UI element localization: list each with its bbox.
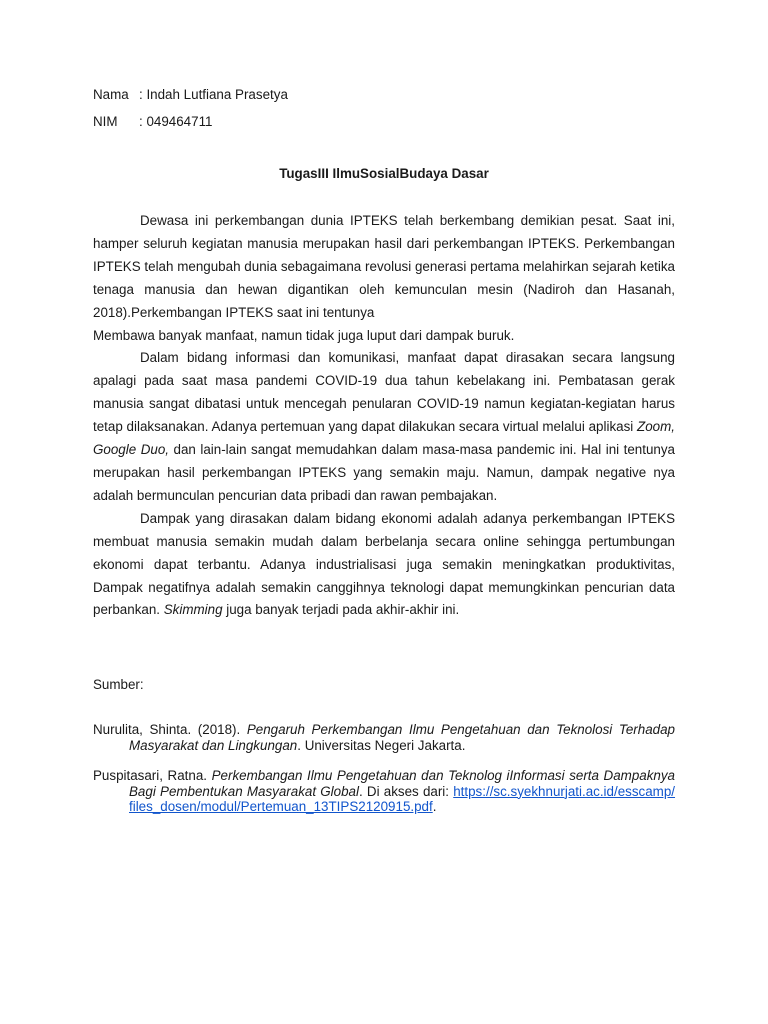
document-title: TugasIII IlmuSosialBudaya Dasar xyxy=(279,166,489,181)
paragraph-3-term: Skimming xyxy=(163,602,223,618)
paragraph-1: Dewasa ini perkembangan dunia IPTEKS telah berkembang demikian pesat. Saat ini, hamper seluruh kegiatan manusia merupakan hasil dari perkembangan IPTEKS. Perkembangan IPTEKS telah mengubah dunia sebagaimana revolusi generasi pertama melahirkan sejarah ketika tenaga manusia dan hewan digantikan oleh kemunculan mesin (Nadiroh dan Hasanah, 2018).Perkembangan IPTEKS saat ini tentunya xyxy=(93,213,675,320)
paragraph-1-continuation: Membawa banyak manfaat, namun tidak juga luput dari dampak buruk. xyxy=(93,327,515,343)
paragraph-3-part-1: Dampak yang dirasakan dalam bidang ekonomi adalah adanya perkembangan IPTEKS membuat manusia semakin mudah dalam berbelanja secara online sehingga pertumbungan ekonomi dapat terbantu. Adanya industrialisasi juga semakin meningkatkan produktivitas, Dampak negatifnya adalah semakin canggihnya teknologi dapat memungkinkan pencurian data perbankan. xyxy=(93,510,675,618)
essay-body xyxy=(93,210,675,622)
paragraph-3-part-2: juga banyak terjadi pada akhir-akhir ini. xyxy=(222,602,460,618)
paragraph-2-part-1: Dalam bidang informasi dan komunikasi, manfaat dapat dirasakan secara langsung apalagi pada saat masa pandemi COVID-19 dua tahun kebelakang ini. Pembatasan gerak manusia sangat dibatasi untuk mencegah penularan COVID-19 namun kegiatan-kegiatan harus tetap dilaksanakan. Adanya pertemuan yang dapat dilakukan secara virtual melalui aplikasi xyxy=(93,350,675,435)
reference-author: Nurulita, Shinta. (2018). xyxy=(93,722,247,737)
paragraph-2-part-2: dan lain-lain sangat memudahkan dalam masa-masa pandemic ini. Hal ini tentunya merupakan hasil perkembangan IPTEKS yang semakin maju. Namun, dampak negative nya adalah bermunculan pencurian data pribadi dan rawan pembajakan. xyxy=(93,442,676,503)
name-row xyxy=(93,87,288,103)
reference-publisher: . Universitas Negeri Jakarta. xyxy=(297,737,466,753)
sources-heading: Sumber: xyxy=(93,677,144,692)
paragraph-3 xyxy=(93,508,675,623)
paragraph-2-apps: Zoom, Google Duo, xyxy=(93,419,675,458)
reference-end: . xyxy=(432,799,437,814)
reference-item xyxy=(93,768,675,815)
name-value: : Indah Lutfiana Prasetya xyxy=(139,87,288,102)
nim-value: : 049464711 xyxy=(139,114,213,129)
nim-label: NIM xyxy=(93,114,118,129)
paragraph-2 xyxy=(93,347,675,507)
reference-link[interactable]: https://sc.syekhnurjati.ac.id/esscamp/files_dosen/modul/Pertemuan_13TIPS2120915.pdf xyxy=(129,783,676,814)
nim-row xyxy=(93,114,212,130)
reference-item xyxy=(93,722,675,753)
reference-author: Puspitasari, Ratna. xyxy=(93,768,212,783)
name-label: Nama xyxy=(93,87,129,102)
reference-title: Pengaruh Perkembangan Ilmu Pengetahuan dan Teknolosi Terhadap Masyarakat dan Lingkungan xyxy=(129,722,675,753)
reference-access-text: . Di akses dari: xyxy=(358,783,454,799)
reference-title: Perkembangan Ilmu Pengetahuan dan Teknolog iInformasi serta Dampaknya Bagi Pembentukan Masyarakat Global xyxy=(129,768,676,799)
